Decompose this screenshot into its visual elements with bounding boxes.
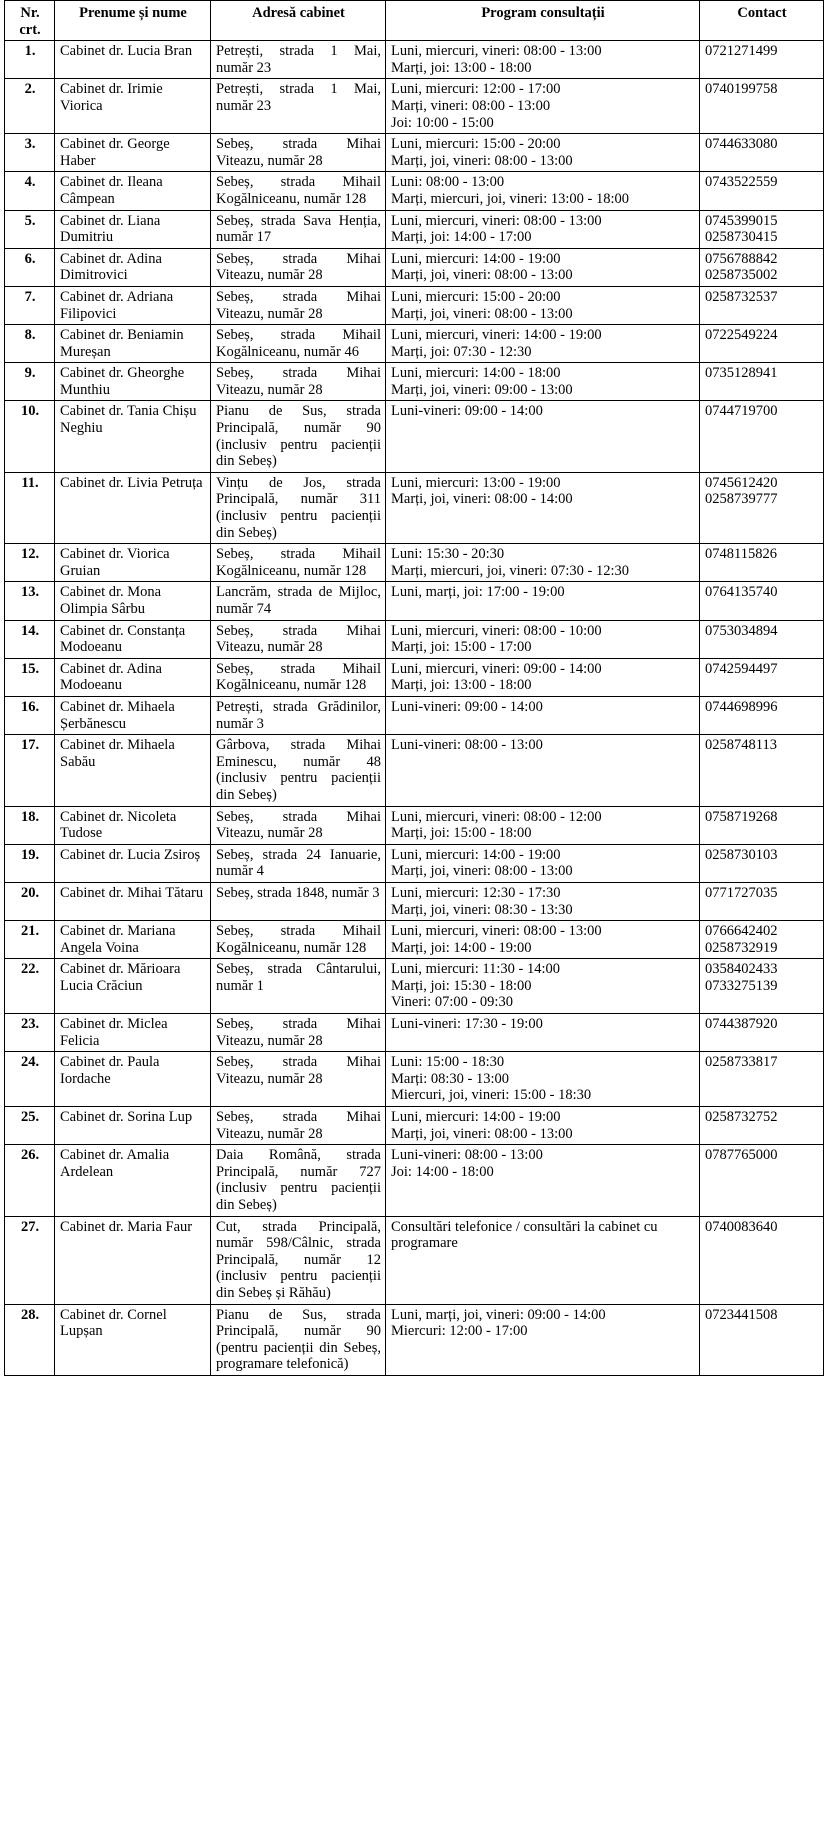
consultation-schedule (386, 620, 700, 658)
table-row (5, 286, 824, 324)
contact-phone (700, 921, 824, 959)
contact-phone (700, 1304, 824, 1375)
row-number: 27. (5, 1216, 55, 1304)
doctor-name: Cabinet dr. Cornel Lupșan (55, 1304, 211, 1375)
schedule-line: Luni, miercuri: 14:00 - 19:00 (391, 250, 561, 267)
contact-phone (700, 210, 824, 248)
row-number: 22. (5, 959, 55, 1014)
phone-number: 0258739777 (705, 491, 778, 508)
clinic-address: Pianu de Sus, strada Principală, număr 90 (inclusiv pentru pacienții din Sebeș) (211, 401, 386, 472)
contact-phone (700, 658, 824, 696)
schedule-line: Marți, miercuri, joi, vineri: 07:30 - 12:30 (391, 562, 629, 579)
clinic-address: Sebeș, strada Mihai Viteazu, număr 28 (211, 286, 386, 324)
row-number: 16. (5, 696, 55, 734)
consultation-schedule (386, 1304, 700, 1375)
row-number: 5. (5, 210, 55, 248)
consultation-schedule (386, 286, 700, 324)
contact-phone (700, 1014, 824, 1052)
contact-phone (700, 472, 824, 543)
clinic-address: Sebeș, strada Mihai Viteazu, număr 28 (211, 1014, 386, 1052)
contact-phone (700, 79, 824, 134)
table-row (5, 134, 824, 172)
schedule-line: Marți, joi, vineri: 08:00 - 13:00 (391, 152, 573, 169)
clinic-address: Sebeș, strada Mihai Viteazu, număr 28 (211, 134, 386, 172)
doctor-name: Cabinet dr. Mariana Angela Voina (55, 921, 211, 959)
contact-phone (700, 620, 824, 658)
consultation-schedule (386, 1014, 700, 1052)
row-number: 3. (5, 134, 55, 172)
phone-number: 0740083640 (705, 1218, 778, 1235)
clinic-address: Petrești, strada Grădinilor, număr 3 (211, 696, 386, 734)
doctor-name: Cabinet dr. Nicoleta Tudose (55, 806, 211, 844)
row-number: 15. (5, 658, 55, 696)
consultation-schedule (386, 1216, 700, 1304)
consultation-schedule (386, 959, 700, 1014)
phone-number: 0258733817 (705, 1054, 778, 1071)
row-number: 25. (5, 1107, 55, 1145)
phone-number: 0740199758 (705, 81, 778, 98)
consultation-schedule (386, 363, 700, 401)
consultation-schedule (386, 210, 700, 248)
clinic-address: Sebeș, strada Mihai Viteazu, număr 28 (211, 1052, 386, 1107)
doctor-name: Cabinet dr. Beniamin Mureșan (55, 325, 211, 363)
clinic-address: Vințu de Jos, strada Principală, număr 311 (inclusiv pentru pacienții din Sebeș) (211, 472, 386, 543)
doctor-name: Cabinet dr. Lucia Bran (55, 41, 211, 79)
contact-phone (700, 134, 824, 172)
table-row (5, 735, 824, 806)
schedule-line: Marți, joi, vineri: 08:00 - 13:00 (391, 1125, 573, 1142)
consultation-schedule (386, 79, 700, 134)
consultation-schedule (386, 921, 700, 959)
table-row (5, 172, 824, 210)
consultation-schedule (386, 844, 700, 882)
schedule-line: Marți, joi: 14:00 - 17:00 (391, 229, 532, 246)
schedule-line: Vineri: 07:00 - 09:30 (391, 994, 513, 1011)
contact-phone (700, 844, 824, 882)
table-row (5, 844, 824, 882)
schedule-line: Marți, joi, vineri: 08:00 - 13:00 (391, 267, 573, 284)
contact-phone (700, 544, 824, 582)
schedule-line: Consultări telefonice / consultări la cabinet cu programare (391, 1218, 658, 1252)
schedule-line: Luni, miercuri: 15:00 - 20:00 (391, 136, 561, 153)
schedule-line: Marți, joi: 15:00 - 17:00 (391, 639, 532, 656)
doctor-name: Cabinet dr. Tania Chișu Neghiu (55, 401, 211, 472)
consultation-schedule (386, 658, 700, 696)
table-row (5, 1145, 824, 1216)
schedule-line: Marți, joi, vineri: 08:30 - 13:30 (391, 901, 573, 918)
header-contact: Contact (700, 1, 824, 41)
schedule-line: Marți, joi: 13:00 - 18:00 (391, 59, 532, 76)
schedule-line: Joi: 14:00 - 18:00 (391, 1163, 494, 1180)
contact-phone (700, 1216, 824, 1304)
doctor-name: Cabinet dr. Sorina Lup (55, 1107, 211, 1145)
header-schedule: Program consultații (386, 1, 700, 41)
row-number: 8. (5, 325, 55, 363)
schedule-line: Marți, joi: 14:00 - 19:00 (391, 939, 532, 956)
consultation-schedule (386, 735, 700, 806)
doctor-name: Cabinet dr. Adina Modoeanu (55, 658, 211, 696)
schedule-line: Luni, miercuri, vineri: 08:00 - 10:00 (391, 622, 602, 639)
doctor-name: Cabinet dr. Mihaela Șerbănescu (55, 696, 211, 734)
clinics-table (4, 0, 824, 1376)
clinic-address: Sebeș, strada Mihai Viteazu, număr 28 (211, 806, 386, 844)
clinic-address: Cut, strada Principală, număr 598/Câlnic, strada Principală, număr 12 (inclusiv pentru pacienții din Sebeș și Răhău) (211, 1216, 386, 1304)
consultation-schedule (386, 41, 700, 79)
schedule-line: Marți, miercuri, joi, vineri: 13:00 - 18:00 (391, 190, 629, 207)
contact-phone (700, 248, 824, 286)
phone-number: 0758719268 (705, 808, 778, 825)
row-number: 4. (5, 172, 55, 210)
doctor-name: Cabinet dr. Irimie Viorica (55, 79, 211, 134)
row-number: 26. (5, 1145, 55, 1216)
schedule-line: Marți, joi, vineri: 09:00 - 13:00 (391, 381, 573, 398)
clinic-address: Sebeș, strada Mihai Viteazu, număr 28 (211, 1107, 386, 1145)
schedule-line: Luni, miercuri, vineri: 08:00 - 13:00 (391, 43, 602, 60)
schedule-line: Luni, miercuri, vineri: 08:00 - 13:00 (391, 923, 602, 940)
row-number: 10. (5, 401, 55, 472)
doctor-name: Cabinet dr. George Haber (55, 134, 211, 172)
doctor-name: Cabinet dr. Lucia Zsiroș (55, 844, 211, 882)
doctor-name: Cabinet dr. Adina Dimitrovici (55, 248, 211, 286)
doctor-name: Cabinet dr. Mona Olimpia Sârbu (55, 582, 211, 620)
table-row (5, 806, 824, 844)
row-number: 20. (5, 882, 55, 920)
table-row (5, 363, 824, 401)
consultation-schedule (386, 134, 700, 172)
consultation-schedule (386, 582, 700, 620)
clinic-address: Sebeș, strada Sava Henția, număr 17 (211, 210, 386, 248)
table-row (5, 620, 824, 658)
schedule-line: Luni-vineri: 08:00 - 13:00 (391, 737, 543, 754)
clinic-address: Sebeș, strada Mihai Viteazu, număr 28 (211, 363, 386, 401)
header-nr: Nr. crt. (5, 1, 55, 41)
table-row (5, 401, 824, 472)
contact-phone (700, 1145, 824, 1216)
contact-phone (700, 401, 824, 472)
consultation-schedule (386, 882, 700, 920)
schedule-line: Marți, joi: 13:00 - 18:00 (391, 677, 532, 694)
schedule-line: Luni-vineri: 17:30 - 19:00 (391, 1016, 543, 1033)
consultation-schedule (386, 1052, 700, 1107)
schedule-line: Luni, miercuri, vineri: 08:00 - 12:00 (391, 808, 602, 825)
clinic-address: Gârbova, strada Mihai Eminescu, număr 48 (inclusiv pentru pacienții din Sebeș) (211, 735, 386, 806)
doctor-name: Cabinet dr. Mărioara Lucia Crăciun (55, 959, 211, 1014)
table-row (5, 1014, 824, 1052)
consultation-schedule (386, 544, 700, 582)
schedule-line: Miercuri, joi, vineri: 15:00 - 18:30 (391, 1087, 592, 1104)
row-number: 18. (5, 806, 55, 844)
table-row (5, 959, 824, 1014)
doctor-name: Cabinet dr. Paula Iordache (55, 1052, 211, 1107)
schedule-line: Luni, miercuri, vineri: 08:00 - 13:00 (391, 212, 602, 229)
clinic-address: Sebeș, strada Mihail Kogălniceanu, număr 128 (211, 921, 386, 959)
clinic-address: Sebeș, strada Mihai Viteazu, număr 28 (211, 620, 386, 658)
phone-number: 0258732752 (705, 1109, 778, 1126)
clinic-address: Sebeș, strada 1848, număr 3 (211, 882, 386, 920)
phone-number: 0358402433 (705, 961, 778, 978)
phone-number: 0745612420 (705, 474, 778, 491)
doctor-name: Cabinet dr. Ileana Câmpean (55, 172, 211, 210)
schedule-line: Luni, marți, joi: 17:00 - 19:00 (391, 584, 565, 601)
clinic-address: Petrești, strada 1 Mai, număr 23 (211, 79, 386, 134)
contact-phone (700, 286, 824, 324)
consultation-schedule (386, 248, 700, 286)
clinic-address: Sebeș, strada Mihail Kogălniceanu, număr 128 (211, 658, 386, 696)
consultation-schedule (386, 1107, 700, 1145)
row-number: 17. (5, 735, 55, 806)
phone-number: 0748115826 (705, 546, 777, 563)
table-row (5, 325, 824, 363)
clinic-address: Sebeș, strada Mihail Kogălniceanu, număr 46 (211, 325, 386, 363)
consultation-schedule (386, 1145, 700, 1216)
table-row (5, 248, 824, 286)
phone-number: 0722549224 (705, 327, 778, 344)
table-row (5, 696, 824, 734)
header-name: Prenume și nume (55, 1, 211, 41)
schedule-line: Luni, miercuri: 13:00 - 19:00 (391, 474, 561, 491)
schedule-line: Miercuri: 12:00 - 17:00 (391, 1323, 528, 1340)
phone-number: 0258748113 (705, 737, 777, 754)
phone-number: 0733275139 (705, 977, 778, 994)
phone-number: 0744698996 (705, 698, 778, 715)
contact-phone (700, 1052, 824, 1107)
doctor-name: Cabinet dr. Adriana Filipovici (55, 286, 211, 324)
phone-number: 0744633080 (705, 136, 778, 153)
doctor-name: Cabinet dr. Gheorghe Munthiu (55, 363, 211, 401)
phone-number: 0766642402 (705, 923, 778, 940)
schedule-line: Marți, joi: 15:00 - 18:00 (391, 825, 532, 842)
schedule-line: Luni, miercuri: 14:00 - 19:00 (391, 846, 561, 863)
doctor-name: Cabinet dr. Viorica Gruian (55, 544, 211, 582)
row-number: 11. (5, 472, 55, 543)
clinic-address: Sebeș, strada Mihai Viteazu, număr 28 (211, 248, 386, 286)
schedule-line: Luni, miercuri: 14:00 - 19:00 (391, 1109, 561, 1126)
schedule-line: Luni, miercuri: 14:00 - 18:00 (391, 365, 561, 382)
contact-phone (700, 735, 824, 806)
clinic-address: Sebeș, strada Mihail Kogălniceanu, număr 128 (211, 544, 386, 582)
consultation-schedule (386, 401, 700, 472)
clinic-address: Sebeș, strada Cântarului, număr 1 (211, 959, 386, 1014)
phone-number: 0258732537 (705, 288, 778, 305)
clinic-address: Daia Română, strada Principală, număr 727 (inclusiv pentru pacienții din Sebeș) (211, 1145, 386, 1216)
phone-number: 0744387920 (705, 1016, 778, 1033)
schedule-line: Marți, joi, vineri: 08:00 - 13:00 (391, 863, 573, 880)
schedule-line: Luni, miercuri: 11:30 - 14:00 (391, 961, 561, 978)
contact-phone (700, 172, 824, 210)
doctor-name: Cabinet dr. Livia Petruța (55, 472, 211, 543)
phone-number: 0258732919 (705, 939, 778, 956)
row-number: 23. (5, 1014, 55, 1052)
table-row (5, 41, 824, 79)
table-row (5, 1052, 824, 1107)
contact-phone (700, 696, 824, 734)
table-row (5, 1107, 824, 1145)
schedule-line: Luni: 15:30 - 20:30 (391, 546, 505, 563)
phone-number: 0742594497 (705, 660, 778, 677)
contact-phone (700, 363, 824, 401)
table-row (5, 1304, 824, 1375)
phone-number: 0258735002 (705, 267, 778, 284)
schedule-line: Luni, miercuri: 15:00 - 20:00 (391, 288, 561, 305)
consultation-schedule (386, 806, 700, 844)
row-number: 2. (5, 79, 55, 134)
row-number: 24. (5, 1052, 55, 1107)
contact-phone (700, 882, 824, 920)
phone-number: 0771727035 (705, 884, 778, 901)
schedule-line: Luni, miercuri: 12:00 - 17:00 (391, 81, 561, 98)
doctor-name: Cabinet dr. Miclea Felicia (55, 1014, 211, 1052)
row-number: 9. (5, 363, 55, 401)
contact-phone (700, 1107, 824, 1145)
table-row (5, 1216, 824, 1304)
doctor-name: Cabinet dr. Constanța Modoeanu (55, 620, 211, 658)
clinic-address: Lancrăm, strada de Mijloc, număr 74 (211, 582, 386, 620)
schedule-line: Marți, vineri: 08:00 - 13:00 (391, 97, 551, 114)
row-number: 12. (5, 544, 55, 582)
table-header-row (5, 1, 824, 41)
table-body (5, 41, 824, 1376)
doctor-name: Cabinet dr. Maria Faur (55, 1216, 211, 1304)
doctor-name: Cabinet dr. Liana Dumitriu (55, 210, 211, 248)
schedule-line: Joi: 10:00 - 15:00 (391, 114, 494, 131)
schedule-line: Marți, joi: 15:30 - 18:00 (391, 977, 532, 994)
schedule-line: Luni-vineri: 09:00 - 14:00 (391, 403, 543, 420)
table-row (5, 582, 824, 620)
doctor-name: Cabinet dr. Mihai Tătaru (55, 882, 211, 920)
phone-number: 0753034894 (705, 622, 778, 639)
row-number: 28. (5, 1304, 55, 1375)
phone-number: 0258730103 (705, 846, 778, 863)
row-number: 21. (5, 921, 55, 959)
table-row (5, 210, 824, 248)
clinic-address: Sebeș, strada Mihail Kogălniceanu, număr 128 (211, 172, 386, 210)
phone-number: 0756788842 (705, 250, 778, 267)
schedule-line: Luni, miercuri, vineri: 09:00 - 14:00 (391, 660, 602, 677)
contact-phone (700, 582, 824, 620)
clinic-address: Sebeș, strada 24 Ianuarie, număr 4 (211, 844, 386, 882)
phone-number: 0787765000 (705, 1147, 778, 1164)
schedule-line: Luni, miercuri, vineri: 14:00 - 19:00 (391, 327, 602, 344)
table-row (5, 658, 824, 696)
table-row (5, 79, 824, 134)
schedule-line: Marți, joi, vineri: 08:00 - 13:00 (391, 305, 573, 322)
contact-phone (700, 806, 824, 844)
phone-number: 0744719700 (705, 403, 778, 420)
schedule-line: Marți, joi, vineri: 08:00 - 14:00 (391, 491, 573, 508)
schedule-line: Luni, marți, joi, vineri: 09:00 - 14:00 (391, 1306, 606, 1323)
doctor-name: Cabinet dr. Amalia Ardelean (55, 1145, 211, 1216)
table-row (5, 472, 824, 543)
phone-number: 0723441508 (705, 1306, 778, 1323)
header-address: Adresă cabinet (211, 1, 386, 41)
clinic-address: Petrești, strada 1 Mai, număr 23 (211, 41, 386, 79)
schedule-line: Luni-vineri: 08:00 - 13:00 (391, 1147, 543, 1164)
consultation-schedule (386, 325, 700, 363)
row-number: 1. (5, 41, 55, 79)
schedule-line: Luni-vineri: 09:00 - 14:00 (391, 698, 543, 715)
phone-number: 0721271499 (705, 43, 778, 60)
row-number: 14. (5, 620, 55, 658)
schedule-line: Luni, miercuri: 12:30 - 17:30 (391, 884, 561, 901)
schedule-line: Marți: 08:30 - 13:00 (391, 1070, 510, 1087)
phone-number: 0735128941 (705, 365, 778, 382)
row-number: 19. (5, 844, 55, 882)
schedule-line: Luni: 15:00 - 18:30 (391, 1054, 505, 1071)
phone-number: 0745399015 (705, 212, 778, 229)
consultation-schedule (386, 172, 700, 210)
table-row (5, 921, 824, 959)
row-number: 13. (5, 582, 55, 620)
consultation-schedule (386, 696, 700, 734)
phone-number: 0258730415 (705, 229, 778, 246)
row-number: 6. (5, 248, 55, 286)
table-row (5, 882, 824, 920)
phone-number: 0764135740 (705, 584, 778, 601)
table-row (5, 544, 824, 582)
contact-phone (700, 325, 824, 363)
schedule-line: Marți, joi: 07:30 - 12:30 (391, 343, 532, 360)
clinic-address: Pianu de Sus, strada Principală, număr 90 (pentru pacienții din Sebeș, programare telefonică) (211, 1304, 386, 1375)
row-number: 7. (5, 286, 55, 324)
schedule-line: Luni: 08:00 - 13:00 (391, 174, 505, 191)
doctor-name: Cabinet dr. Mihaela Sabău (55, 735, 211, 806)
contact-phone (700, 959, 824, 1014)
contact-phone (700, 41, 824, 79)
consultation-schedule (386, 472, 700, 543)
phone-number: 0743522559 (705, 174, 778, 191)
